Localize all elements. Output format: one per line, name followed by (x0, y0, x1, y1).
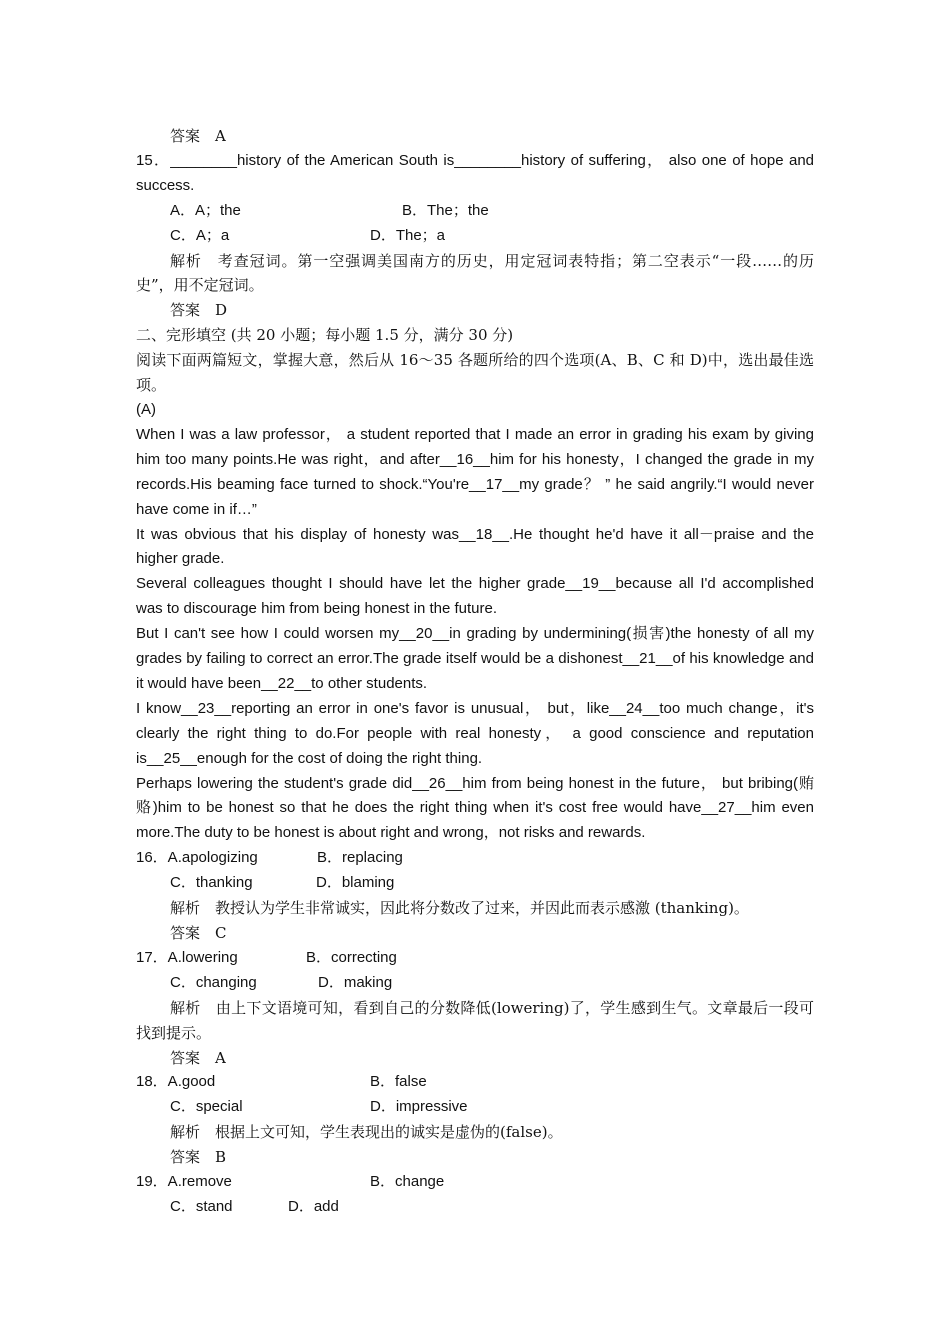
question-15-stem: 15．________history of the American South is________history of suffering， also one of hope and success. (136, 151, 814, 194)
option-19-a: 19．A.remove (136, 1173, 232, 1191)
option-18-c: C．special (170, 1098, 243, 1116)
option-17-d: D．making (318, 973, 393, 991)
option-18-d: D．impressive (370, 1098, 468, 1116)
question-19-options-ab (136, 1170, 814, 1195)
question-15-options-cd (136, 224, 814, 249)
option-16-b: B．replacing (317, 849, 403, 867)
option-19-c: C．stand (170, 1197, 233, 1215)
option-16-c: C．thanking (170, 874, 253, 892)
option-18-a: 18．A.good (136, 1073, 216, 1091)
question-16-options-cd (136, 871, 814, 896)
question-19-options-cd (136, 1195, 814, 1220)
passage-paragraph-5: I know__23__reporting an error in one's favor is unusual， but，like__24__too much change，it's clearly the right thing to do.For people with real honesty， a good conscience and reputation is__25__enough for the cost of doing the right thing. (136, 699, 814, 767)
question-16-analysis: 解析 教授认为学生非常诚实，因此将分数改了过来，并因此而表示感激 (thanking)。 (170, 899, 749, 918)
option-19-b: B．change (370, 1173, 445, 1191)
section-instructions: 阅读下面两篇短文，掌握大意，然后从 16～35 各题所给的四个选项(A、B、C 和 D)中，选出最佳选项。 (136, 351, 814, 395)
answer-14: 答案 A (170, 127, 226, 145)
option-15-b: B．The；the (402, 201, 489, 219)
option-15-a: A．A；the (170, 201, 241, 219)
option-17-b: B．correcting (306, 948, 397, 966)
option-15-d: D．The；a (370, 226, 446, 244)
passage-paragraph-2: It was obvious that his display of honesty was__18__.He thought he'd have it all－praise and the higher grade. (136, 525, 814, 568)
option-16-d: D．blaming (316, 874, 395, 892)
question-18-analysis: 解析 根据上文可知，学生表现出的诚实是虚伪的(false)。 (170, 1123, 563, 1142)
passage-label: (A) (136, 400, 156, 418)
question-17-options-ab (136, 946, 814, 971)
passage-paragraph-6: Perhaps lowering the student's grade did__26__him from being honest in the future， but bribing(贿赂)him to be honest so that he does the right thing when it's cost free would have__27__him even more.The duty to be honest is about right and wrong，not risks and rewards. (136, 774, 814, 842)
option-15-c: C．A；a (170, 226, 230, 244)
passage-paragraph-4: But I can't see how I could worsen my__20__in grading by undermining(损害)the honesty of all my grades by failing to correct an error.The grade itself would be a dishonest__21__of his knowledge and it would have been__22__to other students. (136, 625, 814, 692)
question-18-options-ab (136, 1070, 814, 1095)
option-17-a: 17．A.lowering (136, 948, 238, 966)
document-page (136, 124, 814, 1220)
question-16-options-ab (136, 846, 814, 871)
question-18-options-cd (136, 1095, 814, 1120)
option-17-c: C．changing (170, 973, 257, 991)
question-17-analysis: 解析 由上下文语境可知，看到自己的分数降低(lowering)了，学生感到生气。文章最后一段可找到提示。 (136, 998, 814, 1042)
option-19-d: D．add (288, 1197, 339, 1215)
section-title: 二、完形填空 (共 20 小题；每小题 1.5 分，满分 30 分) (136, 326, 514, 345)
question-15-analysis: 解析 考查冠词。第一空强调美国南方的历史，用定冠词表特指；第二空表示“一段……的历史”，用不定冠词。 (136, 251, 814, 295)
option-16-a: 16．A.apologizing (136, 849, 258, 867)
question-16-answer: 答案 C (170, 924, 227, 942)
question-17-answer: 答案 A (170, 1048, 226, 1067)
passage-paragraph-1: When I was a law professor， a student reported that I made an error in grading his exam by giving him too many points.He was right，and after__16__him for his honesty，I changed the grade in my records.His beaming face turned to shock.“You're__17__my grade？ ” he said angrily.“I would never have come in if…” (136, 425, 814, 518)
passage-paragraph-3: Several colleagues thought I should have let the higher grade__19__because all I'd accomplished was to discourage him from being honest in the future. (136, 575, 814, 618)
question-18-answer: 答案 B (170, 1148, 227, 1167)
question-15-answer: 答案 D (170, 301, 228, 320)
question-17-options-cd (136, 971, 814, 996)
option-18-b: B．false (370, 1073, 427, 1091)
question-15-options-ab (136, 199, 814, 224)
